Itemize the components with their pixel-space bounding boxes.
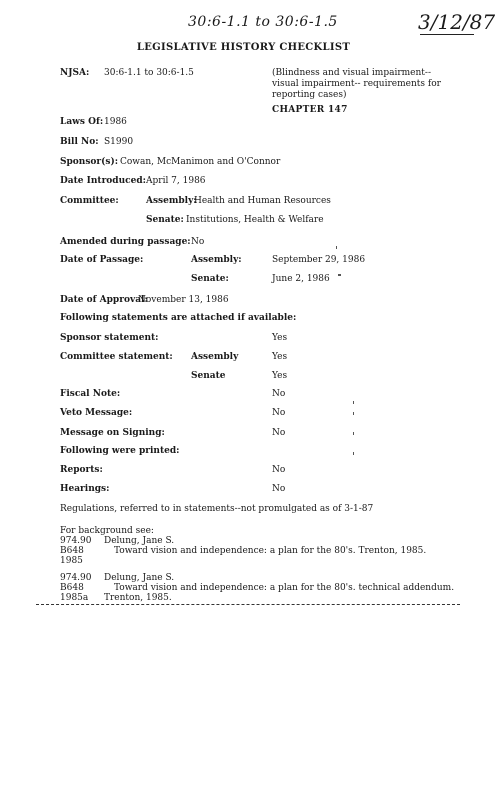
sponsor-statement-label: Sponsor statement: xyxy=(60,333,159,343)
committee-assembly-label: Assembly: xyxy=(146,196,197,206)
date-underline xyxy=(420,34,474,35)
njsa-value: 30:6-1.1 to 30:6-1.5 xyxy=(104,68,194,78)
committee-senate-label: Senate: xyxy=(146,215,184,225)
bill-no-label: Bill No: xyxy=(60,137,99,147)
passage-senate-label: Senate: xyxy=(191,274,229,284)
handwritten-date: 3/12/87 xyxy=(418,10,495,34)
sponsors-value: Cowan, McManimon and O'Connor xyxy=(120,157,281,167)
call-number-line: 974.90 xyxy=(60,536,92,546)
amended-value: No xyxy=(191,237,205,247)
committee-statement-senate-value: Yes xyxy=(272,371,288,381)
scan-mark xyxy=(336,246,337,249)
call-number-line: 1985a xyxy=(60,593,89,603)
background-title: Toward vision and independence: a plan for the 80's. technical addendum. xyxy=(114,583,455,593)
call-number-line: B648 xyxy=(60,546,84,556)
date-introduced-label: Date Introduced: xyxy=(60,176,146,186)
committee-statement-assembly-label: Assembly xyxy=(191,352,239,362)
passage-assembly-value: September 29, 1986 xyxy=(272,255,366,265)
date-introduced-value: April 7, 1986 xyxy=(146,176,206,186)
njsa-description: (Blindness and visual impairment-- visual impairment-- requirements for reporting cases) xyxy=(272,68,441,100)
committee-statement-assembly-value: Yes xyxy=(272,352,288,362)
scan-mark xyxy=(353,401,354,404)
regulations-note: Regulations, referred to in statements--not promulgated as of 3-1-87 xyxy=(60,504,374,514)
scan-mark xyxy=(353,452,354,455)
fiscal-note-label: Fiscal Note: xyxy=(60,389,121,399)
hearings-label: Hearings: xyxy=(60,484,110,494)
passage-label: Date of Passage: xyxy=(60,255,144,265)
fiscal-note-value: No xyxy=(272,389,286,399)
message-on-signing-value: No xyxy=(272,428,286,438)
background-title: Toward vision and independence: a plan for the 80's. Trenton, 1985. xyxy=(114,546,427,556)
laws-of-value: 1986 xyxy=(104,117,127,127)
background-heading: For background see: xyxy=(60,526,154,536)
background-author: Delung, Jane S. xyxy=(104,536,175,546)
call-number-line: B648 xyxy=(60,583,84,593)
background-imprint: Trenton, 1985. xyxy=(104,593,172,603)
scan-mark xyxy=(338,274,341,276)
sponsor-statement-value: Yes xyxy=(272,333,288,343)
amended-label: Amended during passage: xyxy=(60,237,191,247)
sponsors-label: Sponsor(s): xyxy=(60,157,119,167)
veto-message-value: No xyxy=(272,408,286,418)
handwritten-statute-range: 30:6-1.1 to 30:6-1.5 xyxy=(188,14,338,30)
approval-value: November 13, 1986 xyxy=(138,295,229,305)
reports-label: Reports: xyxy=(60,465,103,475)
laws-of-label: Laws Of: xyxy=(60,117,104,127)
committee-senate-value: Institutions, Health & Welfare xyxy=(186,215,324,225)
message-on-signing-label: Message on Signing: xyxy=(60,428,165,438)
veto-message-label: Veto Message: xyxy=(60,408,133,418)
passage-senate-value: June 2, 1986 xyxy=(272,274,330,284)
scan-mark xyxy=(353,412,354,415)
approval-label: Date of Approval: xyxy=(60,295,148,305)
committee-statement-senate-label: Senate xyxy=(191,371,226,381)
chapter: CHAPTER 147 xyxy=(272,105,348,115)
scan-mark xyxy=(353,432,354,435)
reports-value: No xyxy=(272,465,286,475)
printed-heading: Following were printed: xyxy=(60,446,180,456)
passage-assembly-label: Assembly: xyxy=(191,255,242,265)
hearings-value: No xyxy=(272,484,286,494)
committee-assembly-value: Health and Human Resources xyxy=(194,196,331,206)
page-title: LEGISLATIVE HISTORY CHECKLIST xyxy=(136,42,351,53)
background-author: Delung, Jane S. xyxy=(104,573,175,583)
bill-no-value: S1990 xyxy=(104,137,134,147)
call-number-line: 974.90 xyxy=(60,573,92,583)
committee-statement-label: Committee statement: xyxy=(60,352,173,362)
committee-label: Committee: xyxy=(60,196,119,206)
bottom-dashed-rule xyxy=(36,604,460,605)
njsa-label: NJSA: xyxy=(60,68,90,78)
call-number-line: 1985 xyxy=(60,556,83,566)
statements-heading: Following statements are attached if available: xyxy=(60,313,297,323)
